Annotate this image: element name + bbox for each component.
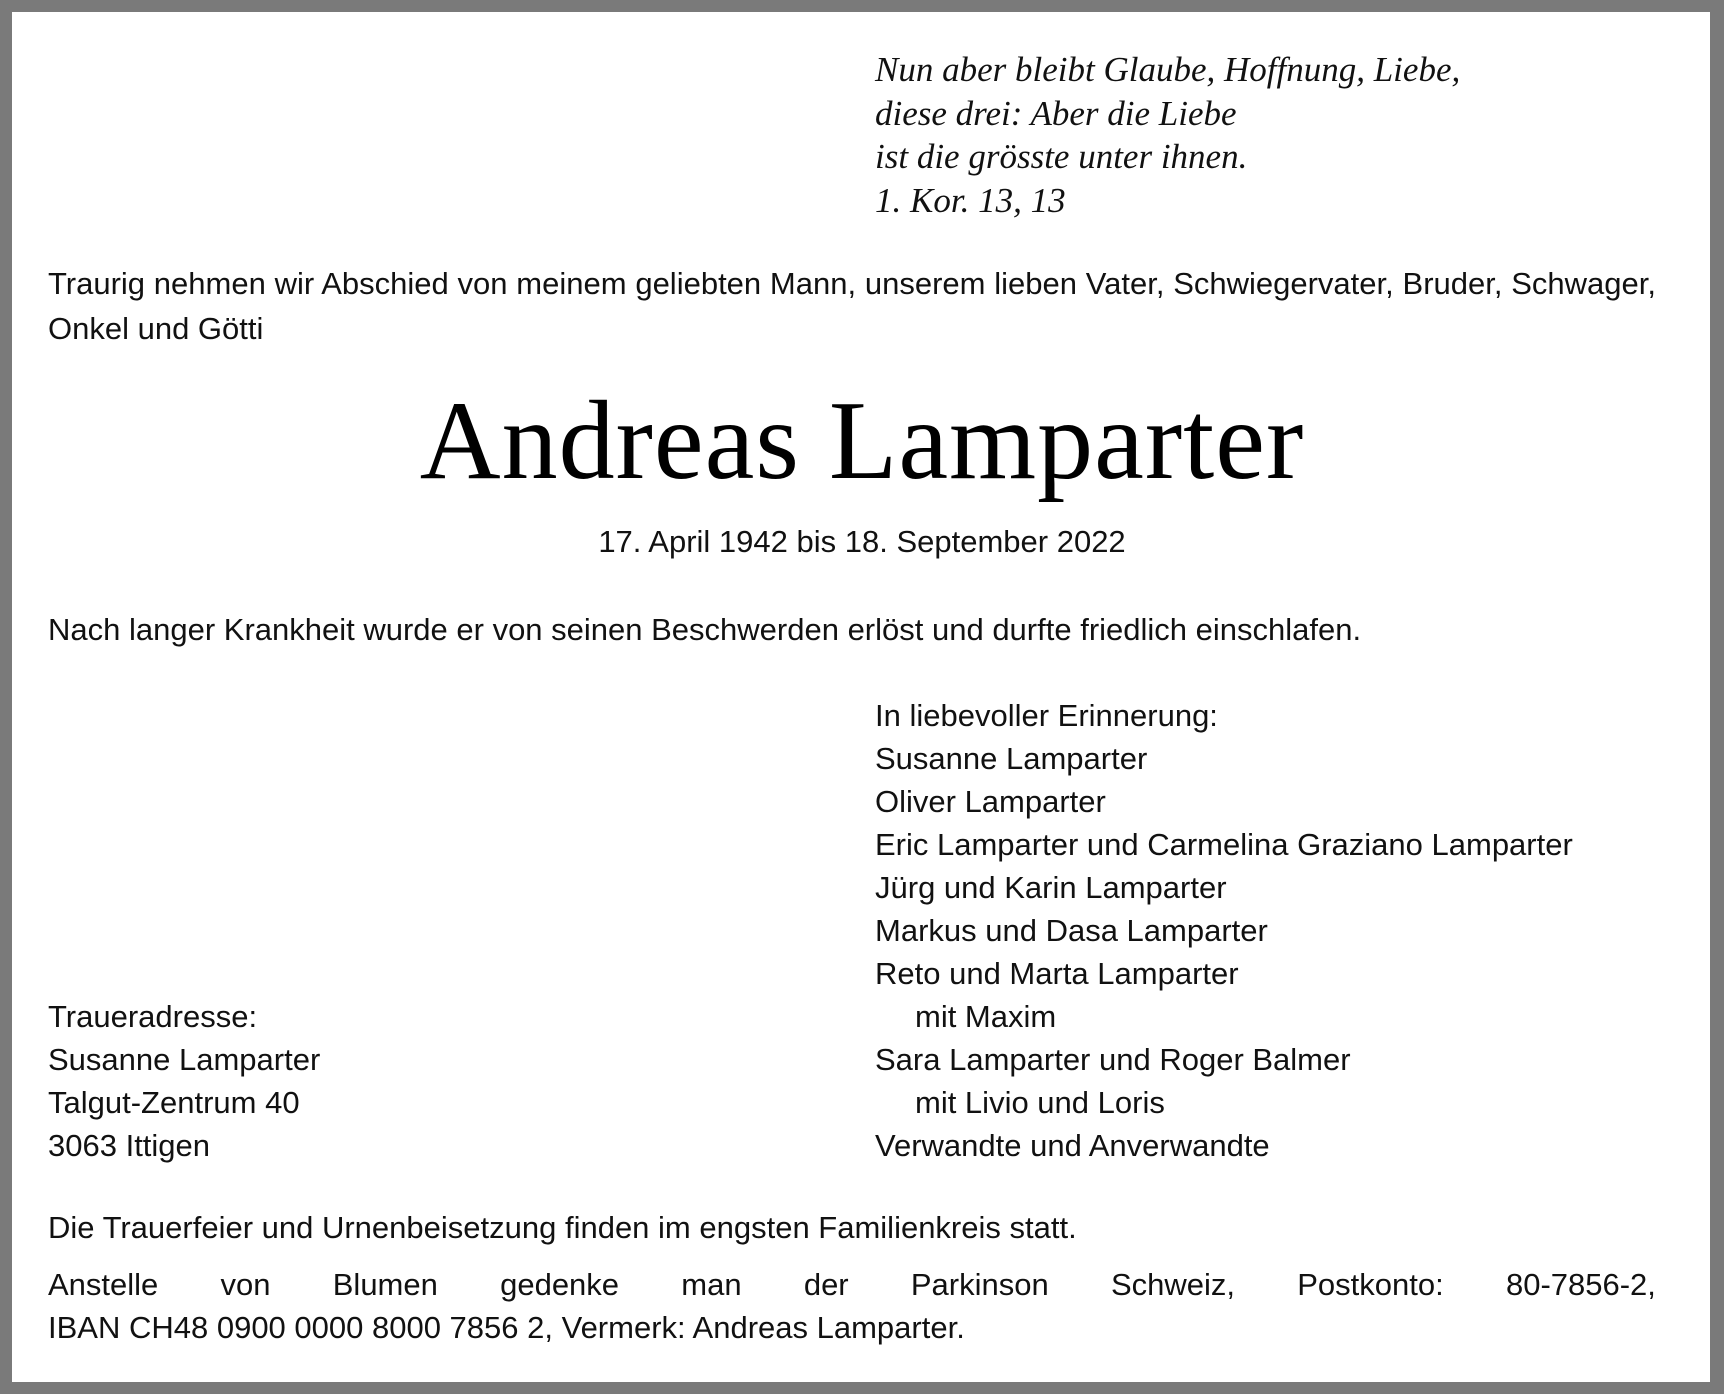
verse-reference: 1. Kor. 13, 13: [875, 180, 1066, 220]
intro-text: Traurig nehmen wir Abschied von meinem geliebten Mann, unserem lieben Vater, Schwiegervater, Bruder, Schwager, Onkel und Götti: [48, 266, 1656, 346]
verse-line: ist die grösste unter ihnen.: [875, 137, 1248, 176]
mourner-line: Susanne Lamparter: [875, 741, 1148, 776]
donation-text: [48, 1263, 1656, 1349]
donation-word: Blumen: [332, 1267, 438, 1302]
mourner-line: Jürg und Karin Lamparter: [875, 870, 1227, 905]
donation-word: gedenke: [500, 1267, 620, 1302]
illness-text: Nach langer Krankheit wurde er von seinen Beschwerden erlöst und durfte friedlich einschlafen.: [48, 612, 1362, 647]
mourner-line: Sara Lamparter und Roger Balmer: [875, 1042, 1351, 1077]
donation-word: von: [220, 1267, 271, 1302]
mourner-line: mit Maxim: [915, 999, 1057, 1034]
mourner-line: mit Livio und Loris: [915, 1085, 1165, 1120]
donation-line-2: IBAN CH48 0900 0000 8000 7856 2, Vermerk: Andreas Lamparter.: [48, 1310, 965, 1345]
donation-word: der: [803, 1267, 849, 1302]
donation-line-1: [48, 1263, 1656, 1306]
mourning-address: [48, 995, 320, 1167]
mourner-line: Eric Lamparter und Carmelina Graziano Lamparter: [875, 827, 1573, 862]
address-label: Traueradresse:: [48, 999, 258, 1034]
donation-word: man: [681, 1267, 742, 1302]
life-dates: 17. April 1942 bis 18. September 2022: [598, 524, 1126, 559]
ceremony-text: Die Trauerfeier und Urnenbeisetzung finden im engsten Familienkreis statt.: [48, 1210, 1077, 1245]
bible-verse: [875, 48, 1460, 222]
donation-word: Parkinson: [910, 1267, 1049, 1302]
mourner-line: Oliver Lamparter: [875, 784, 1106, 819]
donation-word: 80-7856-2,: [1505, 1267, 1656, 1302]
address-street: Talgut-Zentrum 40: [48, 1085, 300, 1120]
address-name: Susanne Lamparter: [48, 1042, 321, 1077]
address-city: 3063 Ittigen: [48, 1128, 211, 1163]
deceased-name: Andreas Lamparter: [419, 379, 1305, 503]
mourners-heading: In liebevoller Erinnerung:: [875, 698, 1218, 733]
mourner-line: Verwandte und Anverwandte: [875, 1128, 1270, 1163]
verse-line: diese drei: Aber die Liebe: [875, 93, 1237, 133]
verse-line: Nun aber bleibt Glaube, Hoffnung, Liebe,: [875, 50, 1461, 89]
donation-word: Postkonto:: [1297, 1267, 1444, 1302]
mourners-list: [875, 694, 1573, 1167]
mourner-line: Reto und Marta Lamparter: [875, 956, 1239, 991]
donation-word: Schweiz,: [1110, 1267, 1236, 1302]
donation-word: Anstelle: [48, 1267, 159, 1302]
mourner-line: Markus und Dasa Lamparter: [875, 913, 1268, 948]
